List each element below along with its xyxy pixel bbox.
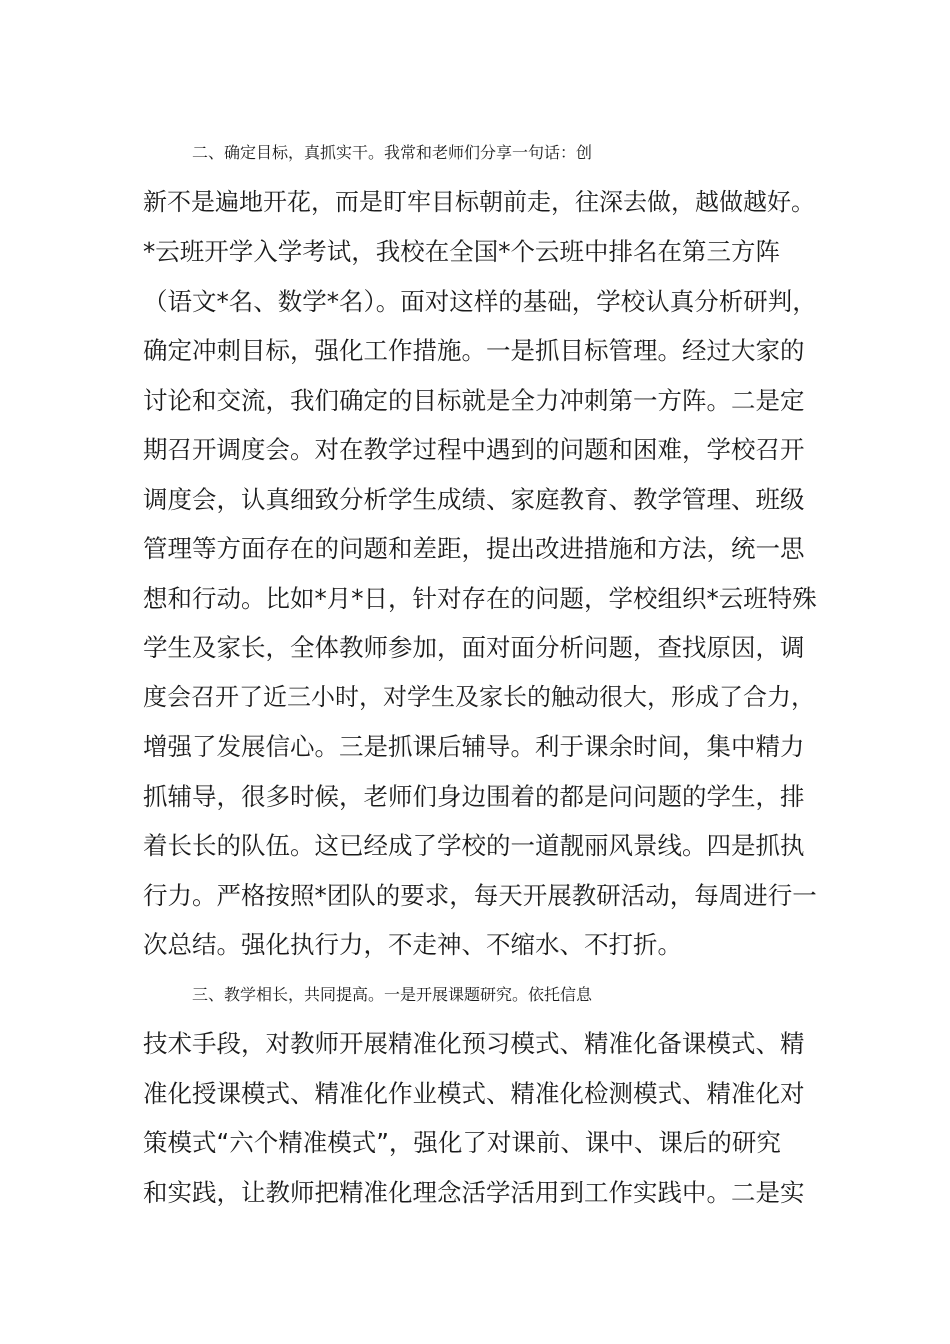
paragraph-2-line: 想和行动。比如*月*日，针对存在的问题，学校组织*云班特殊 bbox=[143, 583, 817, 613]
paragraph-2-line: 着长长的队伍。这已经成了学校的一道靓丽风景线。四是抓执 bbox=[143, 831, 805, 860]
paragraph-2-line: 确定冲刺目标，强化工作措施。一是抓目标管理。经过大家的 bbox=[143, 336, 805, 365]
paragraph-2-line: 学生及家长，全体教师参加，面对面分析问题，查找原因，调 bbox=[143, 633, 805, 662]
paragraph-3-line: 技术手段，对教师开展精准化预习模式、精准化备课模式、精 bbox=[143, 1029, 805, 1058]
paragraph-2-line: （语文*名、数学*名）。面对这样的基础，学校认真分析研判， bbox=[143, 286, 817, 316]
paragraph-2-line: *云班开学入学考试，我校在全国*个云班中排名在第三方阵 bbox=[143, 237, 780, 266]
body-text bbox=[143, 128, 823, 1217]
paragraph-3-line: 策模式“六个精准模式”，强化了对课前、课中、课后的研究 bbox=[143, 1128, 781, 1157]
paragraph-2-line: 新不是遍地开花，而是盯牢目标朝前走，往深去做，越做越好。 bbox=[143, 187, 815, 216]
paragraph-2-line: 管理等方面存在的问题和差距，提出改进措施和方法，统一思 bbox=[143, 534, 805, 563]
paragraph-2-line: 二、确定目标，真抓实干。我常和老师们分享一句话：创 bbox=[192, 143, 593, 162]
paragraph-2-line: 行力。严格按照*团队的要求，每天开展教研活动，每周进行一 bbox=[143, 880, 817, 910]
paragraph-2-line: 增强了发展信心。三是抓课后辅导。利于课余时间，集中精力 bbox=[143, 732, 805, 761]
paragraph-2-line: 讨论和交流，我们确定的目标就是全力冲刺第一方阵。二是定 bbox=[143, 385, 805, 415]
paragraph-3-line: 和实践，让教师把精准化理念活学活用到工作实践中。二是实 bbox=[143, 1177, 805, 1207]
paragraph-2-line: 抓辅导，很多时候，老师们身边围着的都是问问题的学生，排 bbox=[143, 781, 805, 811]
paragraph-2-line: 次总结。强化执行力，不走神、不缩水、不打折。 bbox=[143, 930, 682, 959]
paragraph-2-line: 调度会，认真细致分析学生成绩、家庭教育、教学管理、班级 bbox=[143, 484, 805, 514]
paragraph-2-line: 度会召开了近三小时，对学生及家长的触动很大，形成了合力， bbox=[143, 682, 815, 711]
paragraph-2-line: 期召开调度会。对在教学过程中遇到的问题和困难，学校召开 bbox=[143, 435, 805, 464]
paragraph-3-line: 三、教学相长，共同提高。一是开展课题研究。依托信息 bbox=[192, 984, 593, 1004]
paragraph-3-line: 准化授课模式、精准化作业模式、精准化检测模式、精准化对 bbox=[143, 1078, 805, 1108]
